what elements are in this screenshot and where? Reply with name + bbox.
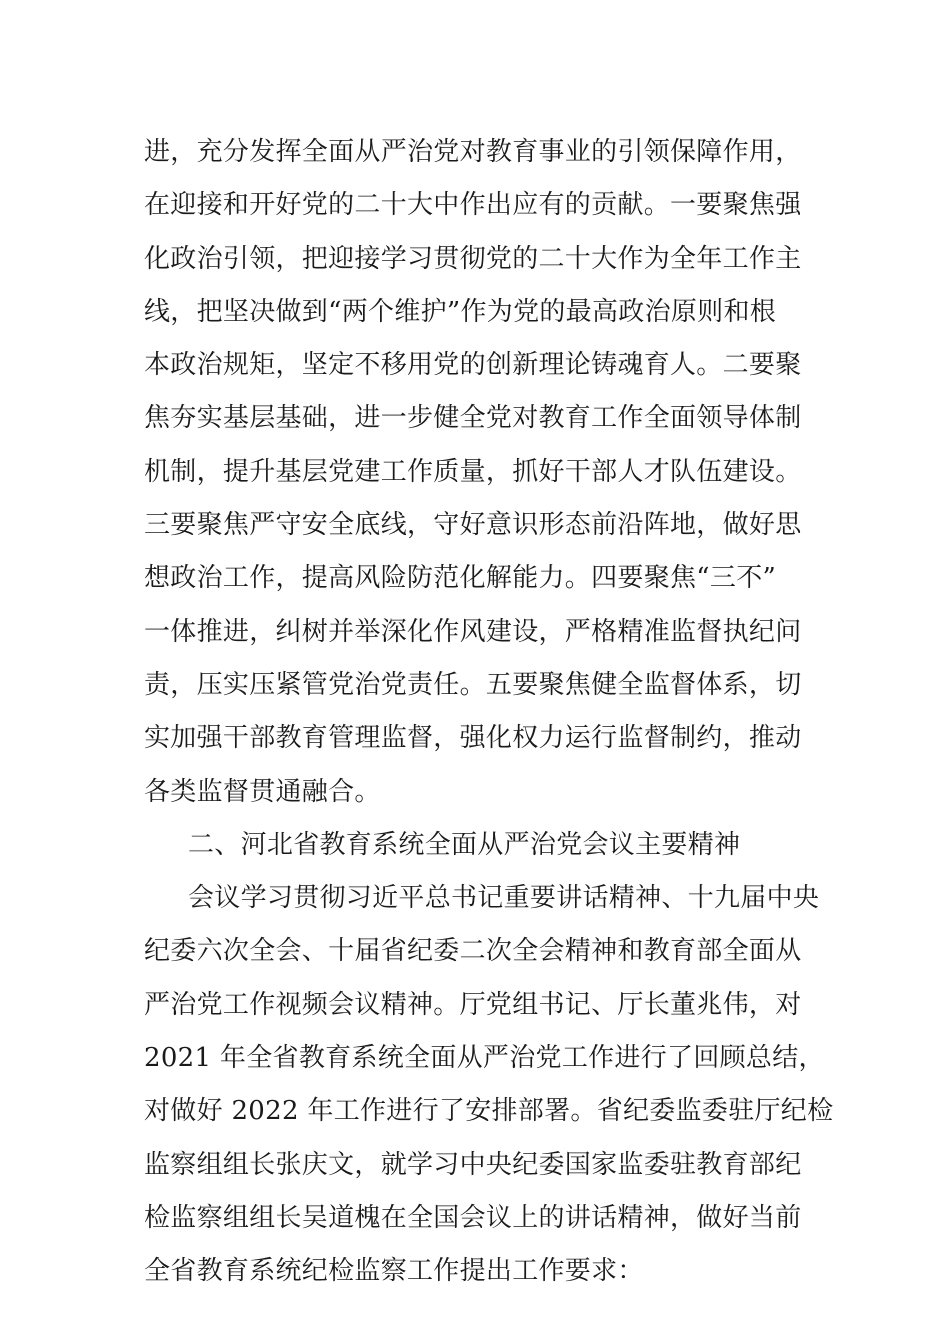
- text-line-3: 化政治引领，把迎接学习贯彻党的二十大作为全年工作主: [144, 243, 802, 274]
- text-line-9: 想政治工作，提高风险防范化解能力。四要聚焦“三不”: [144, 563, 777, 594]
- text-line-22: 全省教育系统纪检监察工作提出工作要求：: [144, 1256, 644, 1287]
- text-line-10: 一体推进，纠树并举深化作风建设，严格精准监督执纪问: [144, 616, 802, 647]
- section-heading: 二、河北省教育系统全面从严治党会议主要精神: [188, 829, 741, 860]
- text-line-20: 监察组组长张庆文，就学习中央纪委国家监委驻教育部纪: [144, 1149, 802, 1180]
- text-line-18: 2021 年全省教育系统全面从严治党工作进行了回顾总结，: [144, 1043, 825, 1074]
- text-line-2: 在迎接和开好党的二十大中作出应有的贡献。一要聚焦强: [144, 190, 802, 221]
- text-line-21: 检监察组组长吴道槐在全国会议上的讲话精神，做好当前: [144, 1202, 802, 1233]
- text-line-1: 进，充分发挥全面从严治党对教育事业的引领保障作用，: [144, 137, 802, 167]
- text-line-17: 严治党工作视频会议精神。厅党组书记、厅长董兆伟，对: [144, 989, 802, 1020]
- text-line-16: 纪委六次全会、十届省纪委二次全会精神和教育部全面从: [144, 936, 802, 967]
- text-line-12: 实加强干部教育管理监督，强化权力运行监督制约，推动: [144, 723, 802, 754]
- text-line-6: 焦夯实基层基础，进一步健全党对教育工作全面领导体制: [144, 403, 802, 434]
- text-line-7: 机制，提升基层党建工作质量，抓好干部人才队伍建设。: [144, 456, 802, 487]
- body-text: [144, 126, 834, 1299]
- text-line-19: 对做好 2022 年工作进行了安排部署。省纪委监委驻厅纪检: [144, 1096, 834, 1127]
- text-line-13: 各类监督贯通融合。: [144, 776, 381, 807]
- text-line-4: 线，把坚决做到“两个维护”作为党的最高政治原则和根: [144, 296, 777, 327]
- text-line-11: 责，压实压紧管党治党责任。五要聚焦健全监督体系，切: [144, 669, 802, 700]
- text-line-15: 会议学习贯彻习近平总书记重要讲话精神、十九届中央: [188, 883, 820, 914]
- text-line-8: 三要聚焦严守安全底线，守好意识形态前沿阵地，做好思: [144, 510, 802, 541]
- text-line-5: 本政治规矩，坚定不移用党的创新理论铸魂育人。二要聚: [144, 350, 802, 381]
